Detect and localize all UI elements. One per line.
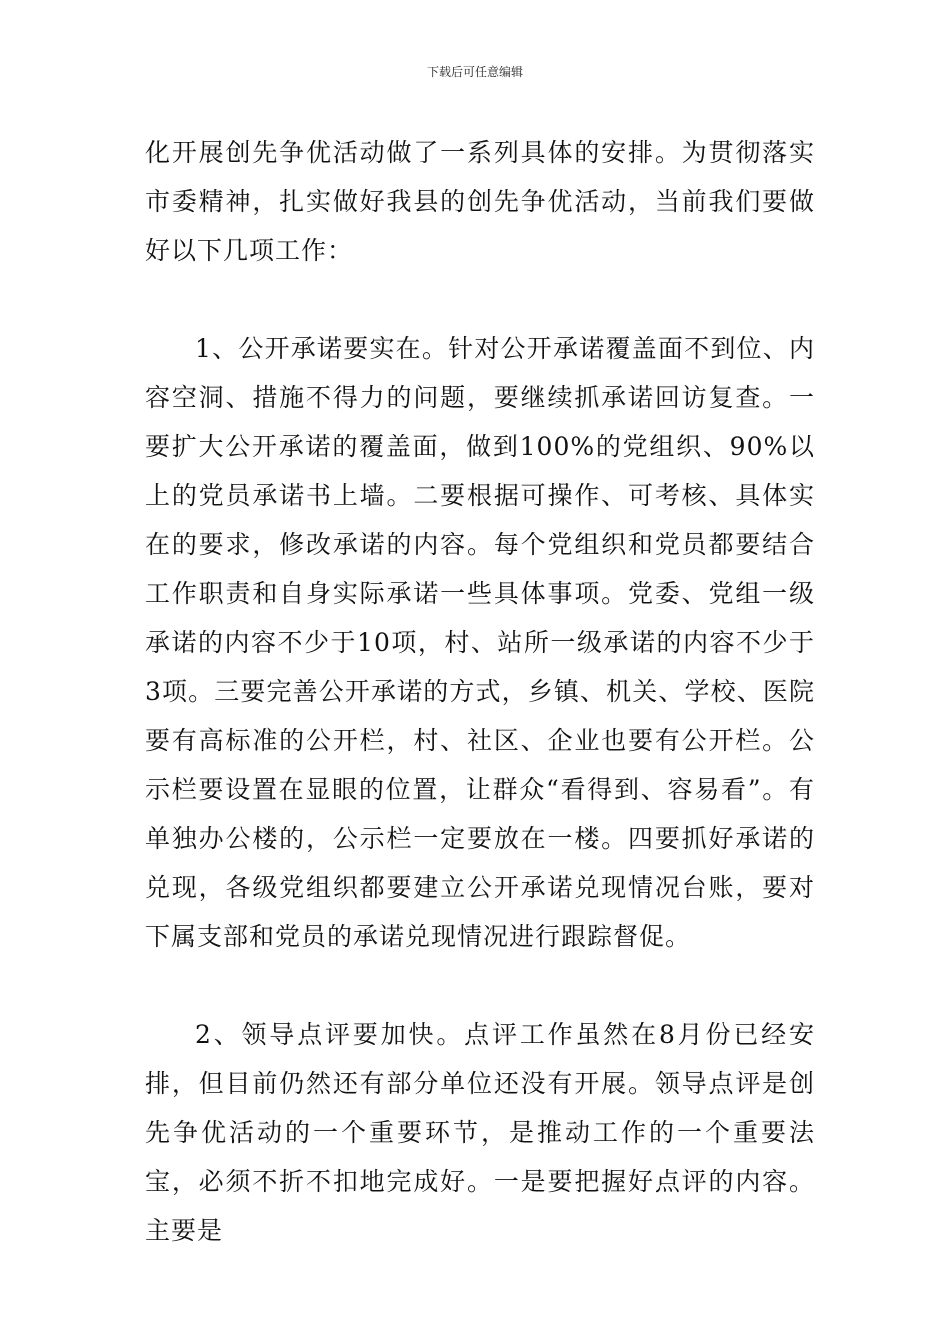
paragraph-spacer bbox=[145, 275, 815, 324]
paragraph-item-2: 2、领导点评要加快。点评工作虽然在8月份已经安排，但目前仍然还有部分单位还没有开展。领导点评是创先争优活动的一个重要环节，是推动工作的一个重要法宝，必须不折不扣地完成好。一是要把握好点评的内容。主要是 bbox=[145, 1020, 815, 1245]
paragraph-intro: 化开展创先争优活动做了一系列具体的安排。为贯彻落实市委精神，扎实做好我县的创先争优活动，当前我们要做好以下几项工作： bbox=[145, 138, 815, 265]
page-header: 下载后可任意编辑 bbox=[426, 65, 523, 79]
paragraph-spacer bbox=[145, 961, 815, 1010]
document-body bbox=[145, 128, 815, 1255]
paragraph-item-1: 1、公开承诺要实在。针对公开承诺覆盖面不到位、内容空洞、措施不得力的问题，要继续抓承诺回访复查。一要扩大公开承诺的覆盖面，做到100%的党组织、90%以上的党员承诺书上墙。二要根据可操作、可考核、具体实在的要求，修改承诺的内容。每个党组织和党员都要结合工作职责和自身实际承诺一些具体事项。党委、党组一级承诺的内容不少于10项，村、站所一级承诺的内容不少于3项。三要完善公开承诺的方式，乡镇、机关、学校、医院要有高标准的公开栏，村、社区、企业也要有公开栏。公示栏要设置在显眼的位置，让群众“看得到、容易看”。有单独办公楼的，公示栏一定要放在一楼。四要抓好承诺的兑现，各级党组织都要建立公开承诺兑现情况台账，要对下属支部和党员的承诺兑现情况进行跟踪督促。 bbox=[145, 334, 815, 951]
